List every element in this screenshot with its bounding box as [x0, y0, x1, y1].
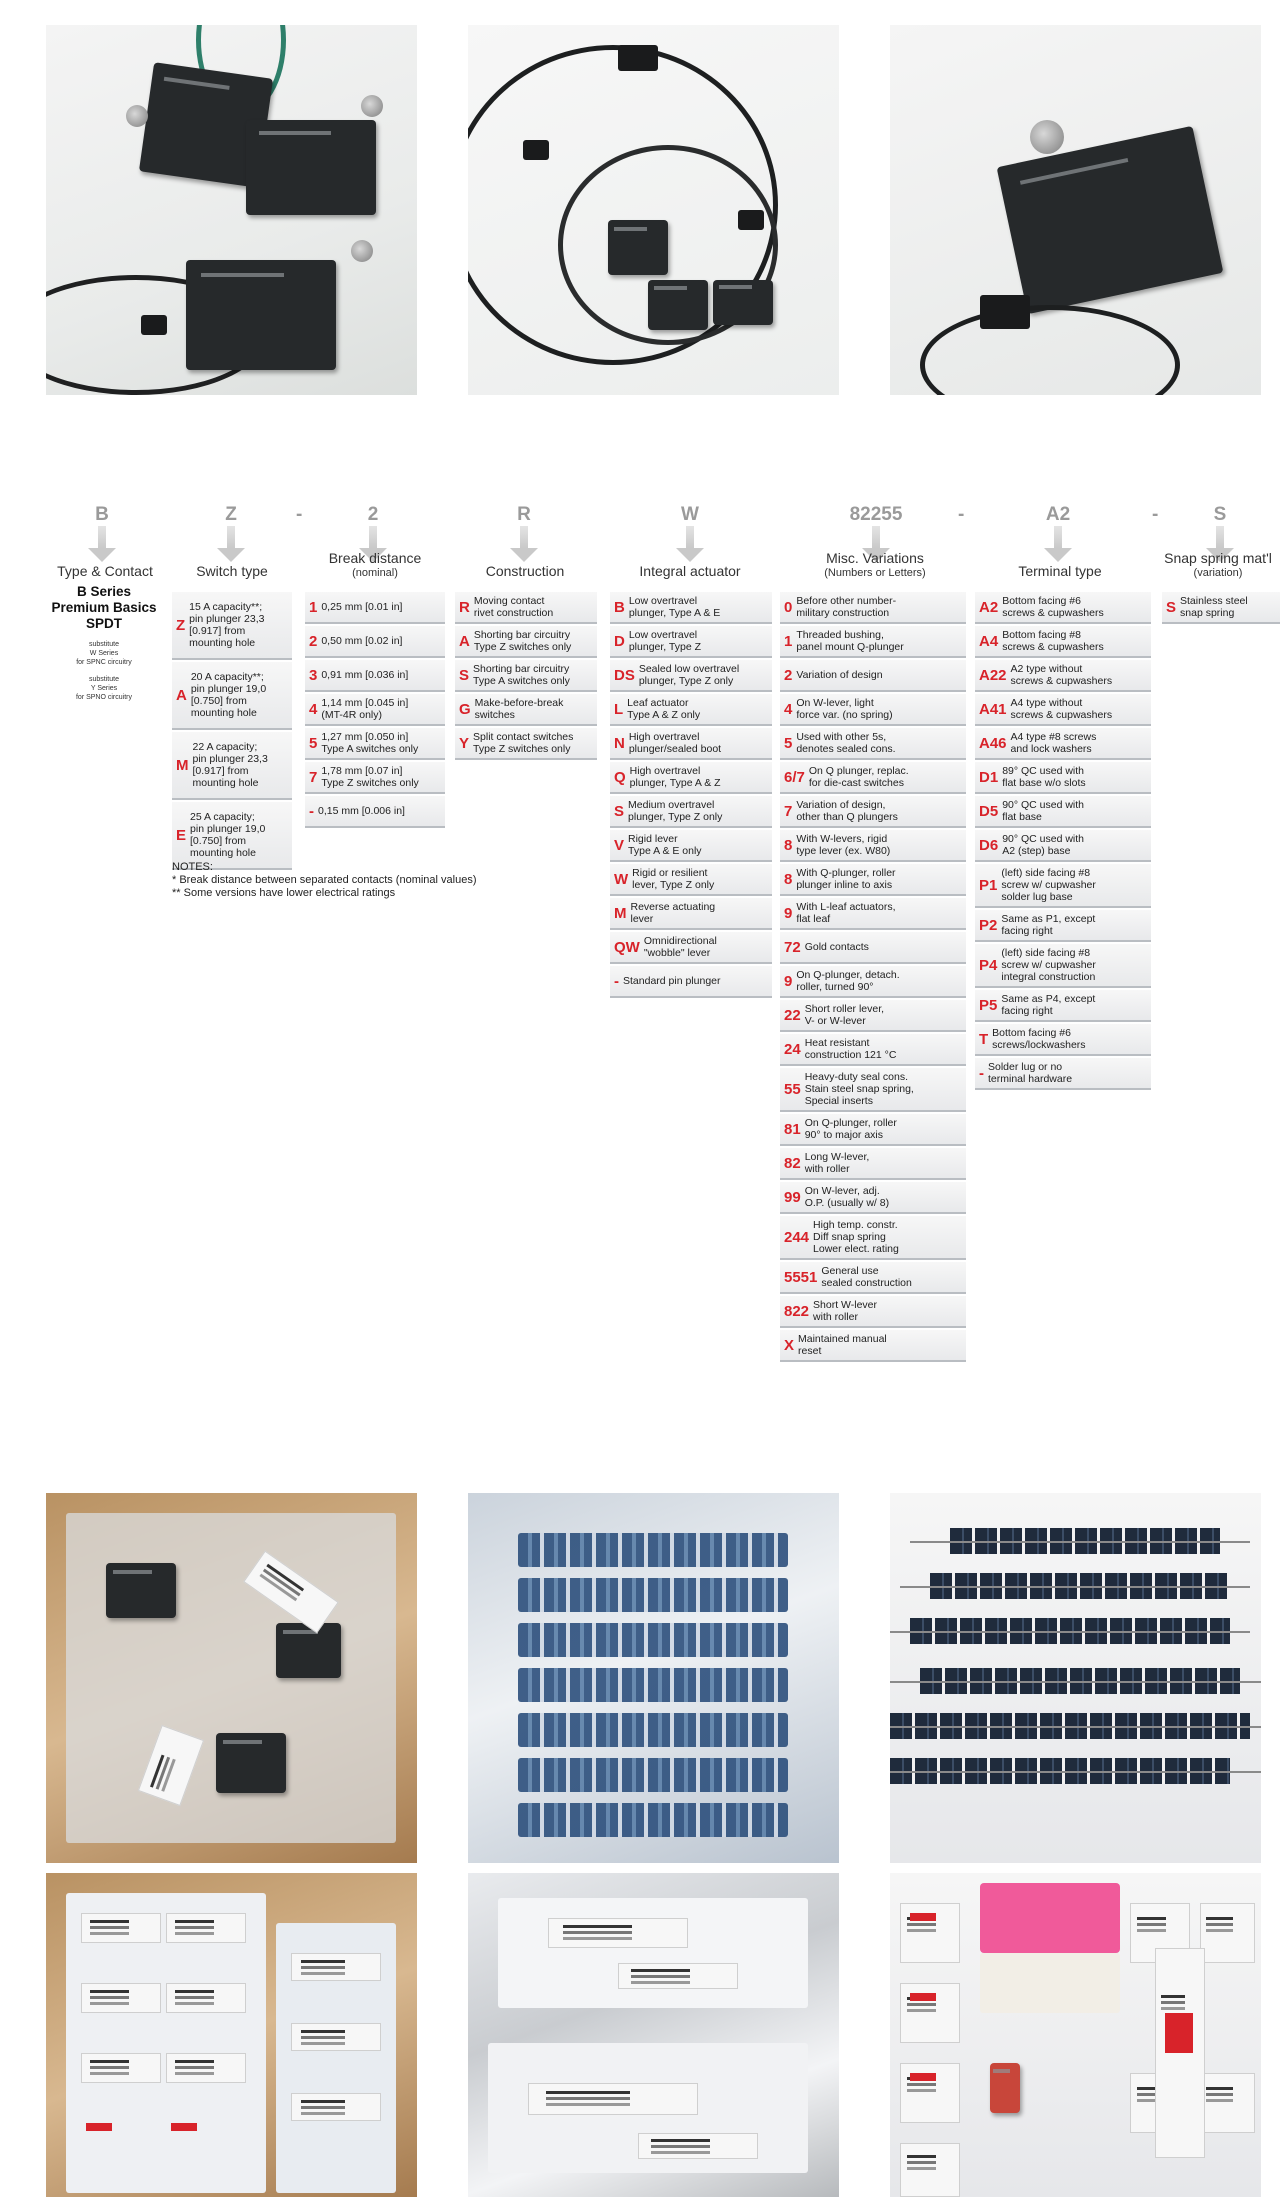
code-arrow-break-distance: 2	[353, 504, 393, 562]
code-arrow-type: B	[82, 504, 122, 562]
option-code: M	[614, 904, 627, 922]
option-code: 5551	[784, 1268, 818, 1286]
option-description: With Q-plunger, roller plunger inline to axis	[796, 867, 896, 891]
note-line: * Break distance between separated contacts (nominal values)	[172, 874, 477, 886]
terminal-type-row	[975, 990, 1151, 1022]
option-code: 6/7	[784, 768, 805, 786]
option-code: A	[176, 686, 187, 704]
break-distance-table	[305, 592, 445, 830]
option-code: 5	[784, 734, 793, 752]
option-description: Bottom facing #8 screws & cupwashers	[1002, 629, 1104, 653]
option-code: 82	[784, 1154, 801, 1172]
option-description: Maintained manual reset	[798, 1333, 887, 1357]
option-description: Before other number- military construction	[796, 595, 897, 619]
actuator-row	[610, 796, 772, 828]
option-code: A41	[979, 700, 1007, 718]
option-description: High overtravel plunger/sealed boot	[628, 731, 722, 755]
code-arrow-snap-spring: S	[1200, 504, 1240, 562]
option-description: On Q-plunger, roller 90° to major axis	[804, 1117, 897, 1141]
switch-type-table	[172, 592, 292, 872]
misc-variation-row	[780, 1296, 966, 1328]
misc-variation-row	[780, 1000, 966, 1032]
option-code: 72	[784, 938, 801, 956]
actuator-row	[610, 626, 772, 658]
option-code: X	[784, 1336, 795, 1354]
option-description: On W-lever, light force var. (no spring)	[796, 697, 893, 721]
option-code: Y	[459, 734, 470, 752]
option-description: Variation of design, other than Q plungers	[796, 799, 898, 823]
option-code: 8	[784, 870, 793, 888]
option-description: On Q plunger, replac. for die-cast switches	[808, 765, 909, 789]
break-distance-row	[305, 592, 445, 624]
switch-type-row	[172, 662, 292, 730]
misc-variation-row	[780, 1114, 966, 1146]
terminal-type-table	[975, 592, 1151, 1092]
option-code: A46	[979, 734, 1007, 752]
misc-variation-row	[780, 796, 966, 828]
option-description: Low overtravel plunger, Type Z	[628, 629, 702, 653]
option-description: 90° QC used with A2 (step) base	[1002, 833, 1085, 857]
actuator-row	[610, 660, 772, 692]
product-photo-wired-harness	[468, 25, 839, 395]
option-description: 25 A capacity; pin plunger 19,0 [0.750] from mounting hole	[190, 811, 266, 859]
option-description: 1,78 mm [0.07 in] Type Z switches only	[321, 765, 419, 789]
terminal-type-row	[975, 1058, 1151, 1090]
option-description: Low overtravel plunger, Type A & E	[628, 595, 721, 619]
break-distance-row	[305, 762, 445, 794]
option-code: T	[979, 1030, 989, 1048]
option-description: Bottom facing #6 screws/lockwashers	[992, 1027, 1086, 1051]
option-description: Reverse actuating lever	[630, 901, 716, 925]
option-code: P5	[979, 996, 998, 1014]
misc-variation-row	[780, 932, 966, 964]
construction-row	[455, 592, 597, 624]
option-code: A22	[979, 666, 1007, 684]
misc-variation-row	[780, 694, 966, 726]
notes-block	[172, 861, 477, 900]
actuator-row	[610, 966, 772, 998]
option-code: 3	[309, 666, 318, 684]
product-photo-three-switches	[46, 25, 417, 395]
misc-variation-row	[780, 626, 966, 658]
misc-variation-row	[780, 1034, 966, 1066]
break-distance-row	[305, 626, 445, 658]
actuator-row	[610, 728, 772, 760]
option-code: 2	[784, 666, 793, 684]
option-description: Standard pin plunger	[623, 975, 721, 987]
option-description: A2 type without screws & cupwashers	[1010, 663, 1113, 687]
option-code: 4	[309, 700, 318, 718]
option-description: Heavy-duty seal cons. Stain steel snap spring, Special inserts	[804, 1071, 914, 1107]
misc-variation-row	[780, 1216, 966, 1260]
packaging-photo-bagged-tray	[468, 1493, 839, 1863]
misc-variation-row	[780, 728, 966, 760]
option-description: Make-before-break switches	[474, 697, 564, 721]
option-description: Bottom facing #6 screws & cupwashers	[1002, 595, 1104, 619]
option-code: 7	[784, 802, 793, 820]
option-description: Short roller lever, V- or W-lever	[804, 1003, 885, 1027]
header-snap-spring: Snap spring mat'l (variation)	[1164, 550, 1272, 579]
terminal-type-row	[975, 728, 1151, 760]
option-description: Moving contact rivet construction	[473, 595, 554, 619]
option-code: 1	[309, 598, 318, 616]
option-description: Threaded bushing, panel mount Q-plunger	[796, 629, 904, 653]
code-separator: -	[296, 504, 303, 525]
terminal-type-row	[975, 910, 1151, 942]
option-description: Rigid or resilient lever, Type Z only	[632, 867, 715, 891]
terminal-type-row	[975, 626, 1151, 658]
option-code: A4	[979, 632, 999, 650]
option-code: M	[176, 756, 189, 774]
switch-type-row	[172, 802, 292, 870]
option-description: General use sealed construction	[821, 1265, 912, 1289]
code-arrow-misc: 82255	[846, 504, 906, 562]
terminal-type-row	[975, 864, 1151, 908]
product-photo-switch-rows	[890, 1493, 1261, 1863]
series-contact: SPDT	[85, 616, 122, 631]
option-description: 20 A capacity**; pin plunger 19,0 [0.750] from mounting hole	[190, 671, 267, 719]
header-break-distance: Break distance (nominal)	[328, 550, 422, 579]
misc-variation-row	[780, 592, 966, 624]
option-description: Short W-lever with roller	[813, 1299, 878, 1323]
misc-variation-row	[780, 864, 966, 896]
option-description: High overtravel plunger, Type A & Z	[629, 765, 721, 789]
note-line: ** Some versions have lower electrical ratings	[172, 887, 396, 899]
option-description: 22 A capacity; pin plunger 23,3 [0.917] from mounting hole	[192, 741, 268, 789]
option-description: (left) side facing #8 screw w/ cupwasher integral construction	[1001, 947, 1096, 983]
misc-variation-row	[780, 1182, 966, 1214]
option-code: N	[614, 734, 625, 752]
option-description: Same as P1, except facing right	[1001, 913, 1096, 937]
construction-row	[455, 626, 597, 658]
switch-type-row	[172, 592, 292, 660]
actuator-row	[610, 864, 772, 896]
option-code: P2	[979, 916, 998, 934]
option-code: 1	[784, 632, 793, 650]
option-description: Heat resistant construction 121 °C	[804, 1037, 897, 1061]
option-code: P1	[979, 876, 998, 894]
terminal-type-row	[975, 1024, 1151, 1056]
option-code: S	[614, 802, 625, 820]
option-code: E	[176, 826, 187, 844]
option-description: 0,25 mm [0.01 in]	[321, 601, 403, 613]
code-separator: -	[1152, 504, 1159, 525]
misc-variation-row	[780, 966, 966, 998]
actuator-row	[610, 830, 772, 862]
option-description: Shorting bar circuitry Type A switches only	[473, 663, 570, 687]
construction-table	[455, 592, 597, 762]
packaging-photo-honeywell-boxes	[890, 1873, 1261, 2197]
series-line: Premium Basics	[51, 600, 157, 615]
option-description: Same as P4, except facing right	[1001, 993, 1096, 1017]
option-code: D5	[979, 802, 999, 820]
actuator-row	[610, 592, 772, 624]
option-description: With L-leaf actuators, flat leaf	[796, 901, 896, 925]
break-distance-row	[305, 694, 445, 726]
option-code: 9	[784, 904, 793, 922]
option-code: 8	[784, 836, 793, 854]
option-description: Split contact switches Type Z switches only	[473, 731, 574, 755]
option-description: Shorting bar circuitry Type Z switches only	[473, 629, 572, 653]
code-arrow-switch-type: Z	[211, 504, 251, 562]
b-series-block	[40, 584, 168, 702]
packaging-photo-bags-in-box	[46, 1493, 417, 1863]
break-distance-row	[305, 728, 445, 760]
option-description: A4 type #8 screws and lock washers	[1010, 731, 1097, 755]
option-description: Leaf actuator Type A & Z only	[627, 697, 701, 721]
option-code: A	[459, 632, 470, 650]
option-code: 5	[309, 734, 318, 752]
option-description: 1,14 mm [0.045 in] (MT-4R only)	[321, 697, 409, 721]
option-description: Solder lug or no terminal hardware	[988, 1061, 1073, 1085]
option-code: D	[614, 632, 625, 650]
option-code: W	[614, 870, 629, 888]
option-code: D1	[979, 768, 999, 786]
code-arrow-terminal: A2	[1038, 504, 1078, 562]
substitute-w-note: substitute W Series for SPNC circuitry	[76, 641, 132, 666]
option-description: Sealed low overtravel plunger, Type Z only	[638, 663, 740, 687]
integral-actuator-table	[610, 592, 772, 1000]
option-code: S	[459, 666, 470, 684]
option-code: D6	[979, 836, 999, 854]
construction-row	[455, 694, 597, 726]
option-code: 22	[784, 1006, 801, 1024]
option-description: 0,50 mm [0.02 in]	[321, 635, 403, 647]
misc-variation-row	[780, 1330, 966, 1362]
misc-variation-row	[780, 762, 966, 794]
option-description: (left) side facing #8 screw w/ cupwasher solder lug base	[1001, 867, 1096, 903]
option-code: L	[614, 700, 624, 718]
actuator-row	[610, 694, 772, 726]
option-code: 822	[784, 1302, 810, 1320]
option-code: V	[614, 836, 625, 854]
option-code: G	[459, 700, 471, 718]
option-code: 81	[784, 1120, 801, 1138]
option-code: DS	[614, 666, 635, 684]
header-misc-variations: Misc. Variations (Numbers or Letters)	[824, 550, 926, 579]
product-photo-switch-closeup	[890, 25, 1261, 395]
option-description: Used with other 5s, denotes sealed cons.	[796, 731, 896, 755]
option-code: 4	[784, 700, 793, 718]
option-description: Variation of design	[796, 669, 883, 681]
actuator-row	[610, 932, 772, 964]
option-description: Gold contacts	[804, 941, 869, 953]
option-code: A2	[979, 598, 999, 616]
option-code: 244	[784, 1228, 810, 1246]
header-terminal-type: Terminal type	[1018, 563, 1102, 579]
header-switch-type: Switch type	[196, 563, 268, 579]
option-code: P4	[979, 956, 998, 974]
option-description: Medium overtravel plunger, Type Z only	[628, 799, 723, 823]
option-code: 99	[784, 1188, 801, 1206]
substitute-y-note: substitute Y Series for SPNO circuitry	[75, 676, 132, 701]
snap-spring-row	[1162, 592, 1280, 624]
code-arrow-actuator: W	[670, 504, 710, 562]
option-code: 7	[309, 768, 318, 786]
option-description: Stainless steel snap spring	[1180, 595, 1248, 619]
option-code: 0	[784, 598, 793, 616]
terminal-type-row	[975, 830, 1151, 862]
actuator-row	[610, 898, 772, 930]
option-description: Rigid lever Type A & E only	[628, 833, 702, 857]
option-code: R	[459, 598, 470, 616]
option-description: Long W-lever, with roller	[804, 1151, 870, 1175]
header-integral-actuator: Integral actuator	[639, 563, 741, 579]
notes-title: NOTES:	[172, 861, 213, 873]
option-description: Omnidirectional "wobble" lever	[643, 935, 717, 959]
option-description: 1,27 mm [0.050 in] Type A switches only	[321, 731, 419, 755]
series-name: B Series	[76, 584, 132, 599]
break-distance-row	[305, 796, 445, 828]
misc-variations-table	[780, 592, 966, 1364]
actuator-row	[610, 762, 772, 794]
option-code: 55	[784, 1080, 801, 1098]
option-description: On W-lever, adj. O.P. (usually w/ 8)	[804, 1185, 890, 1209]
terminal-type-row	[975, 762, 1151, 794]
option-code: 24	[784, 1040, 801, 1058]
option-description: 0,91 mm [0.036 in]	[321, 669, 409, 681]
option-description: 0,15 mm [0.006 in]	[318, 805, 405, 817]
option-description: 89° QC used with flat base w/o slots	[1002, 765, 1086, 789]
option-code: S	[1166, 598, 1177, 616]
option-code: 9	[784, 972, 793, 990]
terminal-type-row	[975, 694, 1151, 726]
packaging-photo-foil-bags	[468, 1873, 839, 2197]
misc-variation-row	[780, 830, 966, 862]
code-arrow-construction: R	[504, 504, 544, 562]
option-description: A4 type without screws & cupwashers	[1010, 697, 1113, 721]
terminal-type-row	[975, 660, 1151, 692]
code-separator: -	[958, 504, 965, 525]
break-distance-row	[305, 660, 445, 692]
ordering-guide	[0, 496, 1286, 1376]
terminal-type-row	[975, 944, 1151, 988]
header-type-contact: Type & Contact	[57, 563, 153, 579]
option-code: Q	[614, 768, 626, 786]
misc-variation-row	[780, 1262, 966, 1294]
construction-row	[455, 728, 597, 760]
option-code: -	[979, 1064, 984, 1082]
misc-variation-row	[780, 898, 966, 930]
misc-variation-row	[780, 1068, 966, 1112]
option-code: 2	[309, 632, 318, 650]
terminal-type-row	[975, 796, 1151, 828]
option-description: 90° QC used with flat base	[1002, 799, 1085, 823]
option-code: QW	[614, 938, 640, 956]
option-description: On Q-plunger, detach. roller, turned 90°	[796, 969, 900, 993]
option-description: High temp. constr. Diff snap spring Lower elect. rating	[813, 1219, 899, 1255]
option-description: With W-levers, rigid type lever (ex. W80)	[796, 833, 891, 857]
option-code: B	[614, 598, 625, 616]
misc-variation-row	[780, 1148, 966, 1180]
option-code: -	[614, 972, 619, 990]
header-construction: Construction	[485, 563, 565, 579]
construction-row	[455, 660, 597, 692]
snap-spring-table	[1162, 592, 1280, 626]
option-code: -	[309, 802, 314, 820]
misc-variation-row	[780, 660, 966, 692]
packaging-photo-boxed-units	[46, 1873, 417, 2197]
option-description: 15 A capacity**; pin plunger 23,3 [0.917] from mounting hole	[189, 601, 265, 649]
switch-type-row	[172, 732, 292, 800]
option-code: Z	[176, 616, 186, 634]
terminal-type-row	[975, 592, 1151, 624]
